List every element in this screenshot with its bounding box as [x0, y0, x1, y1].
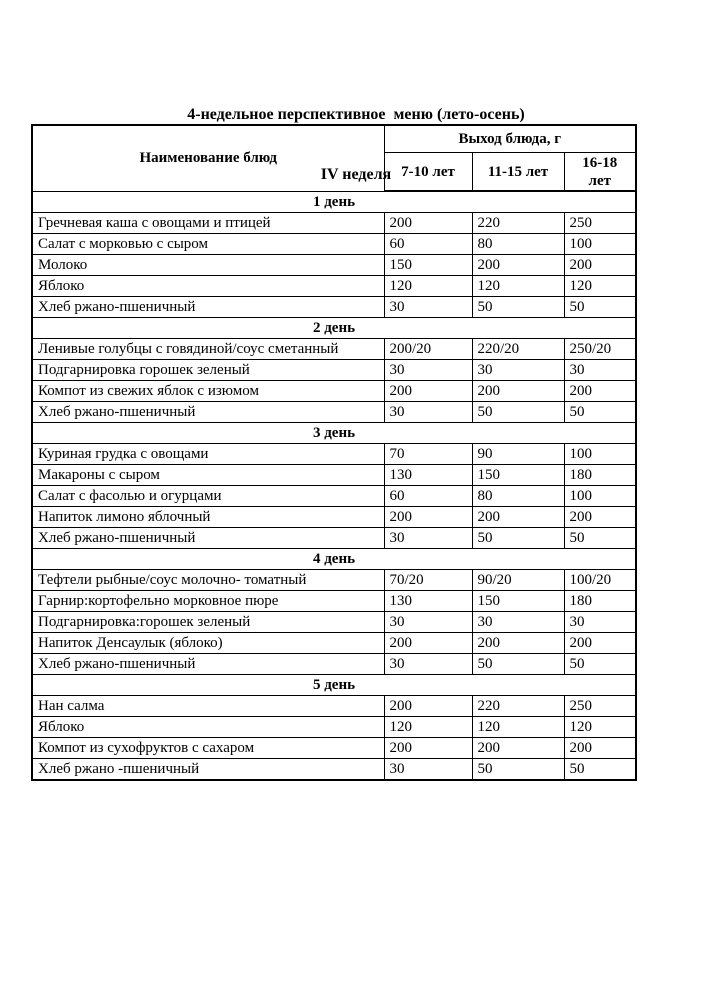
menu-table [31, 124, 637, 781]
dish-row [32, 255, 636, 276]
dish-row [32, 444, 636, 465]
dish-name: Тефтели рыбные/соус молочно- томатный [32, 570, 384, 591]
portion-value: 60 [384, 486, 472, 507]
portion-value: 30 [384, 654, 472, 675]
portion-value: 50 [564, 759, 636, 781]
portion-value: 200 [384, 696, 472, 717]
dish-name: Салат с фасолью и огурцами [32, 486, 384, 507]
portion-value: 150 [472, 591, 564, 612]
dish-row [32, 759, 636, 781]
portion-value: 30 [384, 612, 472, 633]
dish-row [32, 717, 636, 738]
day-header-row [32, 191, 636, 213]
day-header-label: 1 день [32, 191, 636, 213]
dish-name: Компот из свежих яблок с изюмом [32, 381, 384, 402]
portion-value: 100 [564, 486, 636, 507]
portion-value: 80 [472, 234, 564, 255]
portion-value: 200 [472, 738, 564, 759]
portion-value: 200 [472, 633, 564, 654]
portion-value: 200 [472, 507, 564, 528]
portion-value: 200 [472, 255, 564, 276]
menu-table-body [32, 191, 636, 780]
portion-value: 30 [384, 360, 472, 381]
day-header-label: 4 день [32, 549, 636, 570]
portion-value: 80 [472, 486, 564, 507]
portion-value: 250/20 [564, 339, 636, 360]
portion-value: 130 [384, 465, 472, 486]
dish-row [32, 528, 636, 549]
dish-row [32, 360, 636, 381]
day-header-row [32, 549, 636, 570]
dish-row [32, 612, 636, 633]
dish-row [32, 234, 636, 255]
day-header-row [32, 423, 636, 444]
portion-value: 50 [564, 528, 636, 549]
dish-name: Салат с морковью с сыром [32, 234, 384, 255]
portion-value: 50 [472, 297, 564, 318]
menu-table-header [32, 125, 636, 191]
dish-row [32, 381, 636, 402]
dish-name: Яблоко [32, 717, 384, 738]
portion-value: 200 [384, 633, 472, 654]
header-row-group [32, 125, 636, 153]
dish-name: Яблоко [32, 276, 384, 297]
dish-row [32, 570, 636, 591]
portion-value: 30 [384, 297, 472, 318]
portion-value: 50 [472, 759, 564, 781]
portion-value: 30 [384, 528, 472, 549]
portion-value: 50 [472, 654, 564, 675]
dish-name: Хлеб ржано-пшеничный [32, 528, 384, 549]
portion-value: 50 [472, 528, 564, 549]
title-line-2: IV неделя [320, 166, 392, 183]
dish-row [32, 507, 636, 528]
portion-value: 120 [564, 717, 636, 738]
portion-value: 30 [384, 402, 472, 423]
column-header-age-11-15: 11-15 лет [472, 153, 564, 192]
portion-value: 150 [472, 465, 564, 486]
portion-value: 200 [564, 738, 636, 759]
dish-row [32, 486, 636, 507]
portion-value: 200 [384, 507, 472, 528]
portion-value: 50 [472, 402, 564, 423]
dish-name: Гарнир:кортофельно морковное пюре [32, 591, 384, 612]
dish-row [32, 738, 636, 759]
portion-value: 220/20 [472, 339, 564, 360]
portion-value: 30 [472, 360, 564, 381]
dish-name: Куриная грудка с овощами [32, 444, 384, 465]
dish-row [32, 633, 636, 654]
dish-row [32, 339, 636, 360]
dish-name: Компот из сухофруктов с сахаром [32, 738, 384, 759]
portion-value: 250 [564, 213, 636, 234]
portion-value: 180 [564, 591, 636, 612]
portion-value: 200 [564, 381, 636, 402]
dish-name: Ленивые голубцы с говядиной/соус сметанный [32, 339, 384, 360]
dish-row [32, 465, 636, 486]
dish-name: Подгарнировка горошек зеленый [32, 360, 384, 381]
dish-row [32, 591, 636, 612]
portion-value: 70/20 [384, 570, 472, 591]
dish-row [32, 276, 636, 297]
portion-value: 100/20 [564, 570, 636, 591]
dish-name: Хлеб ржано -пшеничный [32, 759, 384, 781]
portion-value: 250 [564, 696, 636, 717]
portion-value: 200/20 [384, 339, 472, 360]
column-header-dish-name: Наименование блюд [32, 125, 384, 191]
portion-value: 120 [472, 276, 564, 297]
portion-value: 200 [384, 213, 472, 234]
portion-value: 50 [564, 297, 636, 318]
dish-name: Хлеб ржано-пшеничный [32, 402, 384, 423]
title-line-1: 4-недельное перспективное меню (лето-осень) [187, 106, 525, 123]
portion-value: 200 [564, 633, 636, 654]
portion-value: 130 [384, 591, 472, 612]
dish-name: Молоко [32, 255, 384, 276]
portion-value: 220 [472, 696, 564, 717]
dish-name: Подгарнировка:горошек зеленый [32, 612, 384, 633]
day-header-label: 5 день [32, 675, 636, 696]
portion-value: 120 [472, 717, 564, 738]
dish-name: Нан салма [32, 696, 384, 717]
day-header-row [32, 318, 636, 339]
dish-name: Макароны с сыром [32, 465, 384, 486]
portion-value: 150 [384, 255, 472, 276]
portion-value: 30 [472, 612, 564, 633]
day-header-label: 3 день [32, 423, 636, 444]
dish-row [32, 696, 636, 717]
day-header-label: 2 день [32, 318, 636, 339]
portion-value: 200 [564, 507, 636, 528]
portion-value: 30 [564, 612, 636, 633]
dish-row [32, 402, 636, 423]
portion-value: 200 [564, 255, 636, 276]
portion-value: 200 [472, 381, 564, 402]
portion-value: 120 [384, 717, 472, 738]
portion-value: 100 [564, 234, 636, 255]
dish-name: Хлеб ржано-пшеничный [32, 297, 384, 318]
portion-value: 90 [472, 444, 564, 465]
dish-row [32, 297, 636, 318]
portion-value: 30 [564, 360, 636, 381]
portion-value: 30 [384, 759, 472, 781]
dish-name: Напиток лимоно яблочный [32, 507, 384, 528]
column-header-age-16-18: 16-18 лет [564, 153, 636, 192]
dish-name: Гречневая каша с овощами и птицей [32, 213, 384, 234]
portion-value: 50 [564, 654, 636, 675]
dish-row [32, 654, 636, 675]
column-header-output-grams: Выход блюда, г [384, 125, 636, 153]
portion-value: 220 [472, 213, 564, 234]
portion-value: 90/20 [472, 570, 564, 591]
portion-value: 120 [384, 276, 472, 297]
portion-value: 180 [564, 465, 636, 486]
day-header-row [32, 675, 636, 696]
portion-value: 100 [564, 444, 636, 465]
column-header-age-7-10: 7-10 лет [384, 153, 472, 192]
portion-value: 70 [384, 444, 472, 465]
portion-value: 120 [564, 276, 636, 297]
portion-value: 50 [564, 402, 636, 423]
portion-value: 200 [384, 738, 472, 759]
portion-value: 60 [384, 234, 472, 255]
dish-row [32, 213, 636, 234]
portion-value: 200 [384, 381, 472, 402]
dish-name: Напиток Денсаулык (яблоко) [32, 633, 384, 654]
dish-name: Хлеб ржано-пшеничный [32, 654, 384, 675]
